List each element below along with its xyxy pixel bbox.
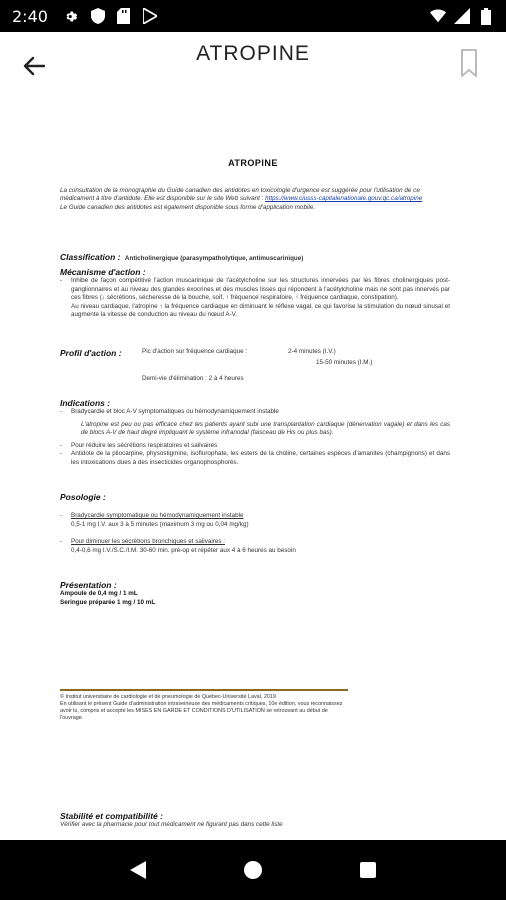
nav-recents-square-icon [359, 861, 377, 879]
classification-section [60, 247, 460, 265]
play-store-icon [142, 8, 158, 24]
profil-pic-iv: 2-4 minutes (I.V.) [288, 348, 336, 355]
posologie-item-title: - Bradycardie symptomatique ou hémodynamiquement instable [71, 512, 244, 519]
stabilite-text: Vérifier avec la pharmacie pour tout médicament ne figurant pas dans cette liste [60, 821, 283, 828]
stabilite-section [60, 811, 450, 830]
indications-section [60, 398, 450, 467]
intro-text-1: La consultation de la monographie du Guide canadien des antidotes en toxicologie d'urgence est suggérée pour l'utilisation de ce médicament à titre d'antidote. Elle est disponible sur le site Web suivant : [60, 187, 420, 203]
footer-terms: En utilisant le présent Guide d'administration intraveineuse des médicaments critiques, 10e édition, vous reconnaissez avoir lu, compris et accepté les MISES EN GARDE ET CONDITIONS D'UTILISATION se retrouvant au début de l'ouvrage. [60, 701, 343, 721]
nav-home-circle-icon [243, 860, 263, 880]
intro-link[interactable]: https://www.ciusss-capitalenationale.gouv.qc.ca/atropine [265, 195, 423, 203]
profil-pic-im: 15-50 minutes (I.M.) [316, 359, 373, 366]
indication-item: - Antidote de la pilocarpine, physostigmine, isoflurophate, les esters de la choline, certaines espèces d'amanites (champignons) et dans les intoxications dues à des insecticides organophosphorés. [60, 450, 450, 467]
sd-card-icon [116, 8, 132, 24]
presentation-section [60, 580, 450, 607]
profil-pic-label: Pic d'action sur fréquence cardiaque : [142, 348, 248, 355]
classification-heading: Classification : [60, 252, 121, 262]
footer-copyright: © Institut universitaire de cardiologie et de pneumologie de Québec-Université Laval, 2019 [60, 694, 276, 700]
presentation-line: Ampoule de 0,4 mg / 1 mL [60, 590, 138, 597]
mecanisme-item: - Inhibe de façon compétitive l'action muscarinique de l'acétylcholine sur les structures innervées par les fibres cholinergiques post-ganglionnaires et au niveau des glandes exocrines et des muscles lisses qui répondent à l'acétylcholine mais ne sont pas innervés par ces fibres (↓ sécrétions, sécheresse de la bouche, soif, ↑ fréquence respiratoire, ↑ fréquence cardiaque, constipation). [60, 277, 450, 303]
wifi-icon [430, 8, 446, 24]
posologie-item [60, 512, 450, 529]
posologie-item-text: 0,4-0,6 mg I.V./S.C./I.M. 30-60 min. pré-op et répéter aux 4 à 6 heures au besoin [71, 546, 296, 554]
page-title: ATROPINE [196, 42, 310, 65]
indication-item: - Pour réduire les sécrétions respiratoires et salivaires [60, 442, 450, 451]
posologie-section [60, 492, 450, 555]
mecanisme-cont: Au niveau cardiaque, l'atropine ↑ la fréquence cardiaque en diminuant le réflexe vagal, ce qui favorise la stimulation du nœud sinusal et augmente la vitesse de conduction au niveau du nœud A-V. [71, 302, 450, 318]
classification-value: Anticholinergique (parasympatholytique, antimuscarinique) [124, 255, 304, 262]
app-bar [0, 32, 506, 96]
intro-text-2: Le Guide canadien des antidotes est également disponible sous forme d'application mobile. [60, 203, 315, 211]
nav-recents-button[interactable] [353, 855, 383, 885]
intro-paragraph [60, 187, 448, 212]
posologie-item-text: 0,5-1 mg I.V. aux 3 à 5 minutes (maximum 3 mg ou 0,04 mg/kg) [71, 520, 249, 528]
footer-text [60, 694, 352, 722]
gear-icon [64, 8, 80, 24]
indication-note: L'atropine est peu ou pas efficace chez les patients ayant subi une transplantation cardiaque (dénervation vagale) et dans les cas de blocs A-V de haut degré impliquant le système infranodal (faisceau de His ou plus bas). [81, 420, 450, 436]
status-bar [0, 0, 506, 32]
document-title: ATROPINE [228, 158, 278, 168]
footer-divider [60, 689, 348, 691]
battery-icon [478, 8, 494, 24]
bookmark-outline-icon [460, 48, 478, 78]
presentation-line: Seringue préparée 1 mg / 10 mL [60, 598, 156, 606]
mecanisme-heading: Mécanisme d'action : [60, 267, 146, 277]
bookmark-button[interactable] [460, 48, 484, 80]
profil-demi-vie: Demi-vie d'élimination : 2 à 4 heures [142, 375, 244, 382]
nav-back-triangle-icon [129, 860, 147, 880]
document-viewer[interactable] [0, 96, 506, 840]
shield-icon [90, 8, 106, 24]
nav-home-button[interactable] [238, 855, 268, 885]
indication-item: - Bradycardie et bloc A-V symptomatiques ou hémodynamiquement instable [60, 408, 450, 417]
profil-section [60, 348, 450, 382]
status-time: 2:40 [12, 6, 48, 26]
nav-back-button[interactable] [123, 855, 153, 885]
presentation-heading: Présentation : [60, 580, 117, 590]
mecanisme-section [60, 267, 450, 320]
system-nav-bar [0, 840, 506, 900]
stabilite-heading: Stabilité et compatibilité : [60, 811, 163, 821]
indications-heading: Indications : [60, 398, 111, 408]
posologie-item-title: - Pour diminuer les sécrétions bronchiques et salivaires : [71, 538, 225, 545]
signal-icon [454, 8, 470, 24]
posologie-heading: Posologie : [60, 492, 106, 502]
profil-heading: Profil d'action : [60, 348, 122, 358]
posologie-item [60, 538, 450, 555]
